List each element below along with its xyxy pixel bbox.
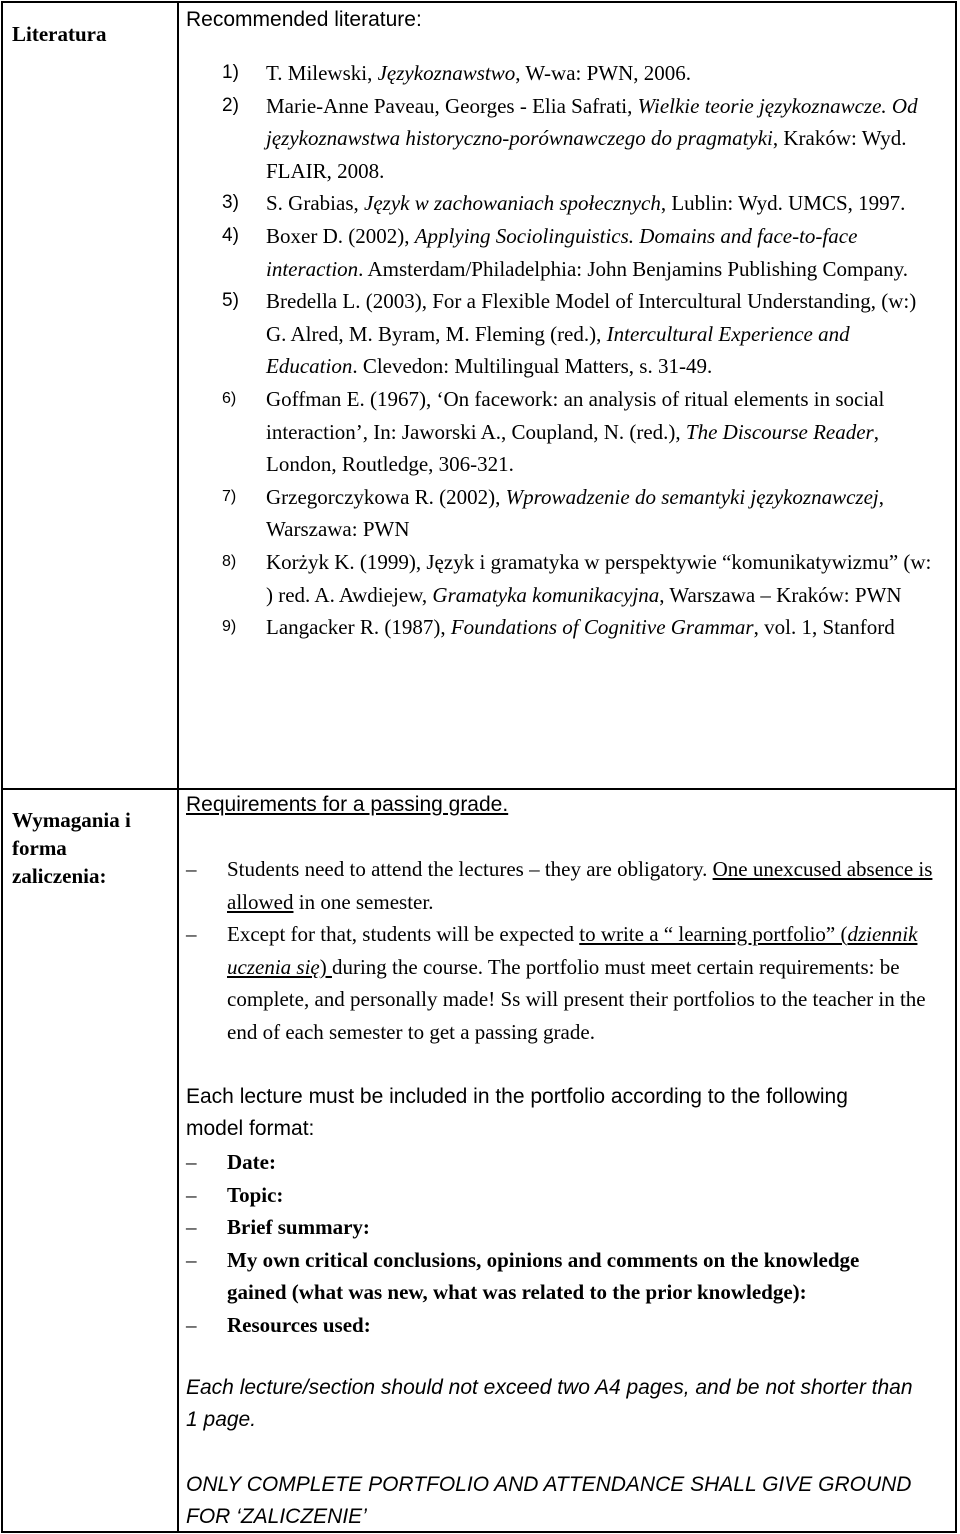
dash-bullet: – xyxy=(186,857,197,881)
table-border-right xyxy=(955,1,957,1533)
text-run: , vol. 1, Stanford xyxy=(753,615,895,640)
requirements-bullet-list xyxy=(186,853,946,1049)
reference-text xyxy=(266,615,895,639)
model-format-item xyxy=(186,1146,886,1179)
model-format-item-label: My own critical conclusions, opinions and comments on the knowledge gained (what was new, what was related to the prior knowledge): xyxy=(227,1247,860,1305)
text-run: Językoznawstwo xyxy=(377,61,516,85)
text-run: during the course. The portfolio must meet certain requirements: be complete, and personally made! Ss will present their portfolios to the teacher in the end of each semester to get a passing grade. xyxy=(227,954,926,1044)
requirements-label: Wymagania i forma zaliczenia: xyxy=(12,808,131,888)
dash-bullet: – xyxy=(186,1215,197,1240)
dash-bullet: – xyxy=(186,1182,197,1207)
reference-number: 6) xyxy=(222,389,237,407)
dash-bullet: – xyxy=(186,1312,197,1337)
model-format-item xyxy=(186,1244,886,1309)
text-run: Foundations of Cognitive Grammar xyxy=(450,615,754,640)
table-border-top xyxy=(1,1,957,3)
text-run: Applying Sociolinguistics. Domains and face-to-face interaction xyxy=(266,223,858,281)
text-run: Marie-Anne Paveau, Georges - Elia Safrati, xyxy=(266,93,638,118)
text-run: , W-wa: PWN, 2006. xyxy=(515,61,692,85)
text-run: Students need to attend the lectures – they are obligatory. xyxy=(227,857,713,881)
text-run: Intercultural Experience and Education xyxy=(266,321,850,379)
requirements-heading xyxy=(186,789,952,821)
text-run: in one semester. xyxy=(293,889,434,914)
reference-number: 9) xyxy=(222,618,237,636)
requirement-text xyxy=(227,857,932,914)
model-format-item xyxy=(186,1179,886,1212)
reference-text xyxy=(266,387,884,476)
text-run: S. Grabias, xyxy=(266,191,364,216)
reference-item xyxy=(222,90,938,188)
model-format-item-label: Resources used: xyxy=(227,1312,371,1337)
text-run: . Amsterdam/Philadelphia: John Benjamins Publishing Company. xyxy=(358,256,909,281)
model-format-item xyxy=(186,1309,886,1342)
text-run: Język w zachowaniach społecznych xyxy=(364,191,661,216)
model-format-item xyxy=(186,1211,886,1244)
text-run: One unexcused absence is allowed xyxy=(227,857,933,914)
text-run: Except for that, students will be expected xyxy=(227,922,580,947)
text-run: Gramatyka komunikacyjna xyxy=(432,582,660,607)
dash-bullet: – xyxy=(186,922,197,947)
model-format-item-label: Brief summary: xyxy=(227,1215,370,1240)
reference-item xyxy=(222,285,938,383)
reference-text xyxy=(266,94,918,183)
text-run: Boxer D. (2002), xyxy=(266,223,415,248)
model-format-list xyxy=(186,1146,886,1342)
reference-number: 1) xyxy=(222,62,239,83)
reference-item xyxy=(222,546,938,611)
reference-item xyxy=(222,481,938,546)
reference-text xyxy=(266,224,908,281)
model-format-item-label: Date: xyxy=(227,1150,276,1174)
text-run: ) xyxy=(319,954,332,979)
final-note xyxy=(186,1469,946,1533)
page-limit-note xyxy=(186,1372,926,1436)
reference-number: 4) xyxy=(222,224,239,246)
text-run: . Clevedon: Multilingual Matters, s. 31-49. xyxy=(352,354,713,379)
requirement-text xyxy=(227,922,926,1044)
table-column-divider xyxy=(177,1,179,1533)
reference-number: 7) xyxy=(222,487,237,505)
text-run: The Discourse Reader xyxy=(685,419,874,444)
reference-list xyxy=(222,57,938,644)
text-run: Goffman E. (1967), ‘On facework: an analysis of ritual elements in social interaction’, In: Jaworski A., Coupland, N. (red.), xyxy=(266,386,885,444)
text-run: to write a “ learning portfolio” ( xyxy=(579,922,848,947)
text-run: , London, Routledge, 306-321. xyxy=(266,419,879,477)
text-run: , Lublin: Wyd. UMCS, 1997. xyxy=(660,191,906,216)
requirement-bullet xyxy=(186,918,946,1048)
reference-item xyxy=(222,611,938,644)
literature-label: Literatura xyxy=(12,22,107,46)
literature-heading: Recommended literature: xyxy=(186,8,422,31)
reference-text xyxy=(266,289,916,378)
reference-text xyxy=(266,191,905,215)
reference-item xyxy=(222,220,938,285)
requirement-bullet xyxy=(186,853,946,918)
dash-bullet: – xyxy=(186,1247,197,1272)
table-border-left xyxy=(1,1,3,1533)
reference-number: 8) xyxy=(222,552,237,570)
reference-number: 5) xyxy=(222,290,239,312)
text-run: Wielkie teorie językoznawcze. Od językoznawstwa historyczno-porównawczego do pragmatyki xyxy=(266,93,918,151)
reference-item xyxy=(222,57,938,90)
reference-text xyxy=(266,485,884,542)
text-run: Langacker R. (1987), xyxy=(266,615,451,640)
page-limit-note-text: Each lecture/section should not exceed two A4 pages, and be not shorter than 1 page. xyxy=(186,1376,913,1431)
text-run: , Warszawa – Kraków: PWN xyxy=(659,582,902,607)
reference-item xyxy=(222,187,938,220)
text-run: Wprowadzenie do semantyki językoznawczej xyxy=(505,484,879,509)
text-run: Grzegorczykowa R. (2002), xyxy=(266,484,506,509)
reference-text xyxy=(266,61,691,85)
model-format-item-label: Topic: xyxy=(227,1182,284,1207)
text-run: Korżyk K. (1999), Język i gramatyka w perspektywie “komunikatywizmu” (w: ) red. A. Awdiejew, xyxy=(266,549,932,607)
final-note-text: ONLY COMPLETE PORTFOLIO AND ATTENDANCE SHALL GIVE GROUND FOR ‘ZALICZENIE’ xyxy=(186,1473,912,1528)
text-run: Bredella L. (2003), For a Flexible Model of Intercultural Understanding, (w:) G. Alred, M. Byram, M. Fleming (red.), xyxy=(266,289,917,346)
reference-number: 2) xyxy=(222,94,239,116)
text-run: , Warszawa: PWN xyxy=(266,484,884,542)
reference-item xyxy=(222,383,938,481)
dash-bullet: – xyxy=(186,1150,197,1174)
requirements-heading-text: Requirements for a passing grade. xyxy=(186,793,509,816)
reference-number: 3) xyxy=(222,192,239,214)
text-run: T. Milewski, xyxy=(266,61,378,85)
text-run: , Kraków: Wyd. FLAIR, 2008. xyxy=(266,126,907,183)
model-intro: Each lecture must be included in the portfolio according to the following model format: xyxy=(186,1085,848,1140)
reference-text xyxy=(266,550,931,607)
text-run: dziennik uczenia się xyxy=(227,922,918,979)
